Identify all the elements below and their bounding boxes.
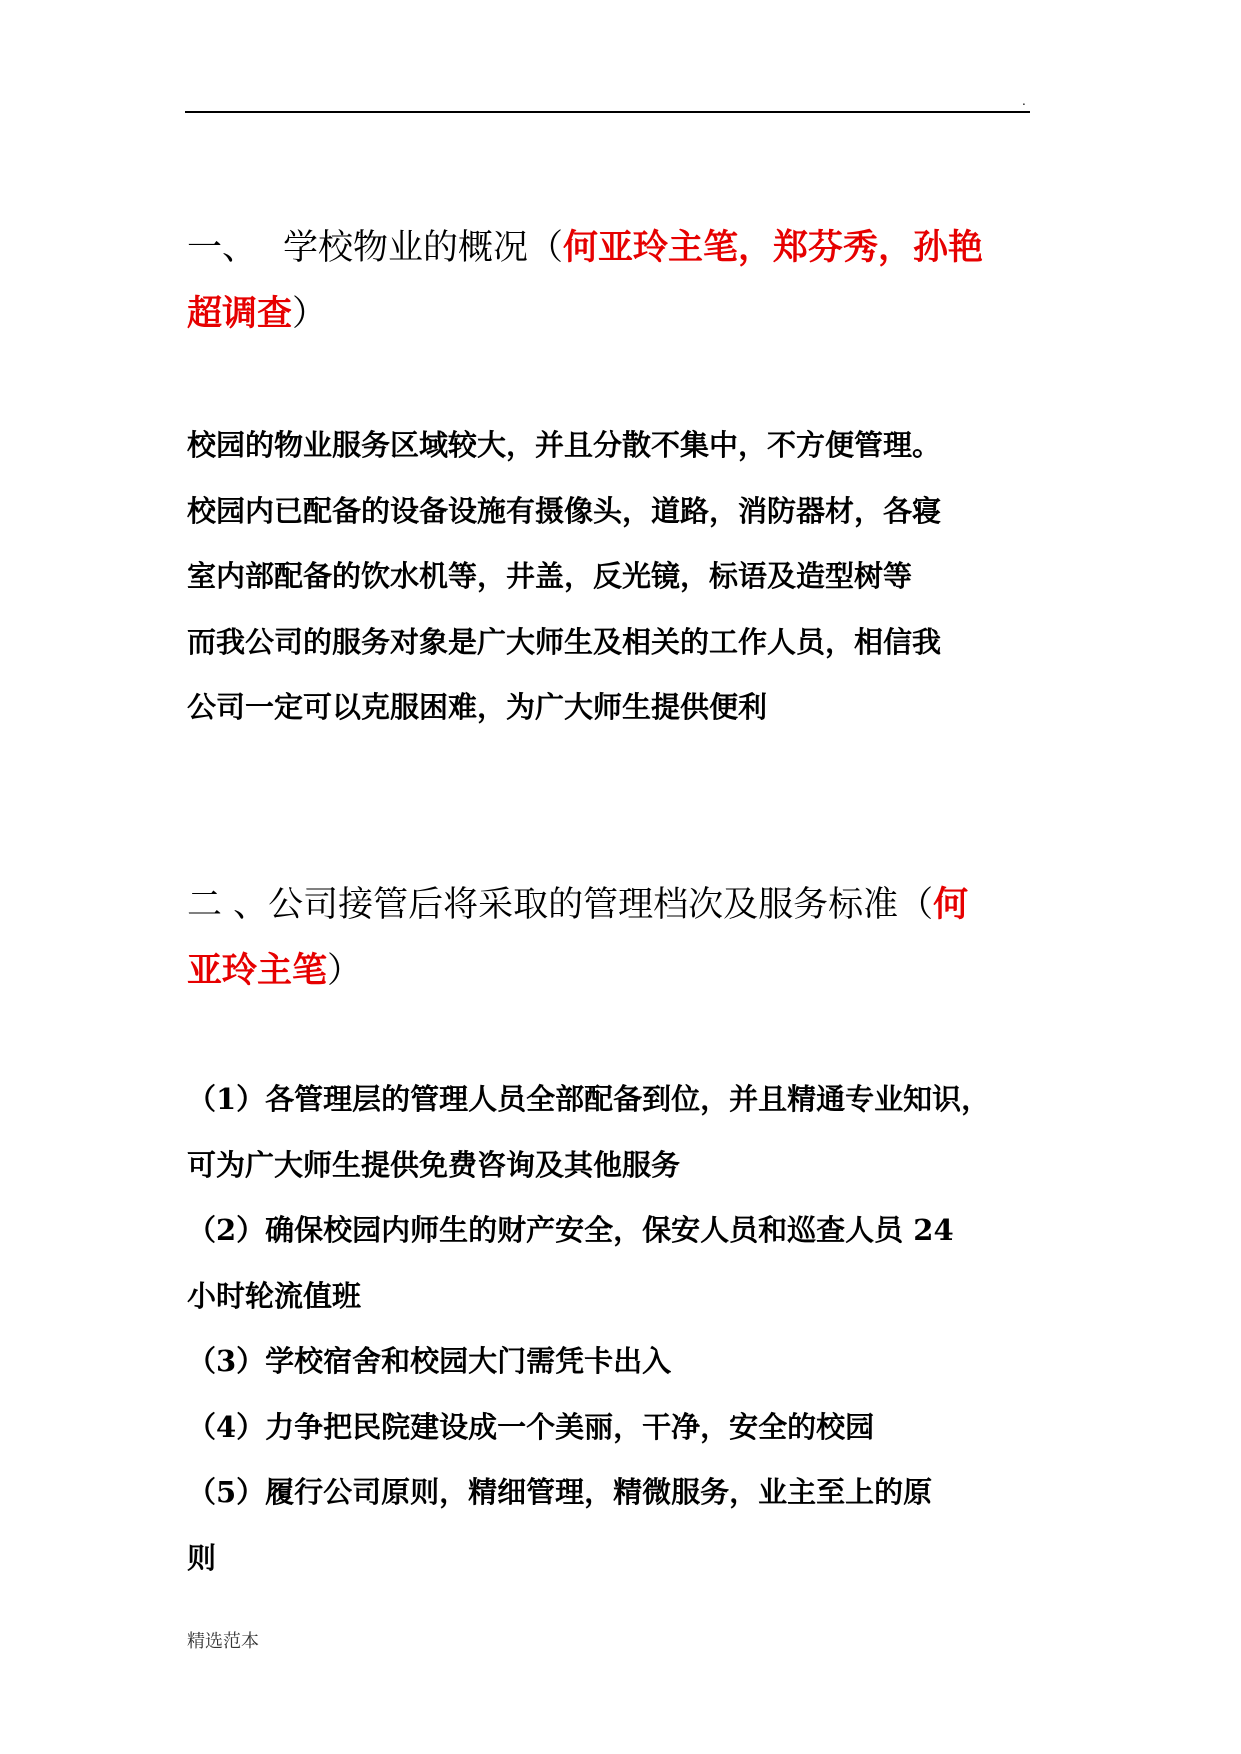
body-line: （5）履行公司原则，精细管理，精微服务，业主至上的原 bbox=[187, 1475, 933, 1509]
section-2-author-cont: 亚玲主笔 bbox=[187, 950, 328, 991]
section-2-title bbox=[187, 872, 1032, 1004]
section-1-authors-cont: 超调查 bbox=[187, 293, 293, 334]
section-1-title-text: 学校物业的概况（ bbox=[283, 228, 564, 268]
section-1-close: ） bbox=[292, 294, 328, 334]
section-2-author: 何 bbox=[933, 884, 969, 925]
header-dot: . bbox=[1022, 94, 1026, 108]
section-2-close: ） bbox=[327, 951, 363, 991]
section-1-title bbox=[187, 215, 1032, 347]
body-line: 而我公司的服务对象是广大师生及相关的工作人员，相信我 bbox=[187, 624, 942, 659]
body-line: 校园的物业服务区域较大，并且分散不集中，不方便管理。 bbox=[187, 428, 942, 462]
body-line: 可为广大师生提供免费咨询及其他服务 bbox=[187, 1147, 681, 1182]
section-2-title-text: 二 、公司接管后将采取的管理档次及服务标准（ bbox=[187, 885, 934, 925]
section-1-authors: 何亚玲主笔，郑芬秀，孙艳 bbox=[563, 227, 984, 268]
body-line: （1）各管理层的管理人员全部配备到位，并且精通专业知识， bbox=[187, 1082, 991, 1116]
footer-text: 精选范本 bbox=[187, 1631, 259, 1652]
body-line: 则 bbox=[187, 1540, 217, 1575]
body-line: （4）力争把民院建设成一个美丽，干净，安全的校园 bbox=[187, 1409, 875, 1444]
body-line: （3）学校宿舍和校园大门需凭卡出入 bbox=[187, 1344, 672, 1378]
body-line: （2）确保校园内师生的财产安全，保安人员和巡查人员 24 bbox=[187, 1213, 954, 1247]
header-rule bbox=[185, 111, 1030, 113]
section-1-body bbox=[187, 413, 1032, 741]
body-line: 校园内已配备的设备设施有摄像头，道路，消防器材，各寝 bbox=[187, 493, 942, 528]
section-2-body bbox=[187, 1067, 1032, 1591]
body-line: 室内部配备的饮水机等，井盖，反光镜，标语及造型树等 bbox=[187, 559, 913, 593]
body-line: 小时轮流值班 bbox=[187, 1278, 362, 1313]
section-1-number: 一、 bbox=[187, 228, 258, 268]
body-line: 公司一定可以克服困难，为广大师生提供便利 bbox=[187, 690, 768, 724]
